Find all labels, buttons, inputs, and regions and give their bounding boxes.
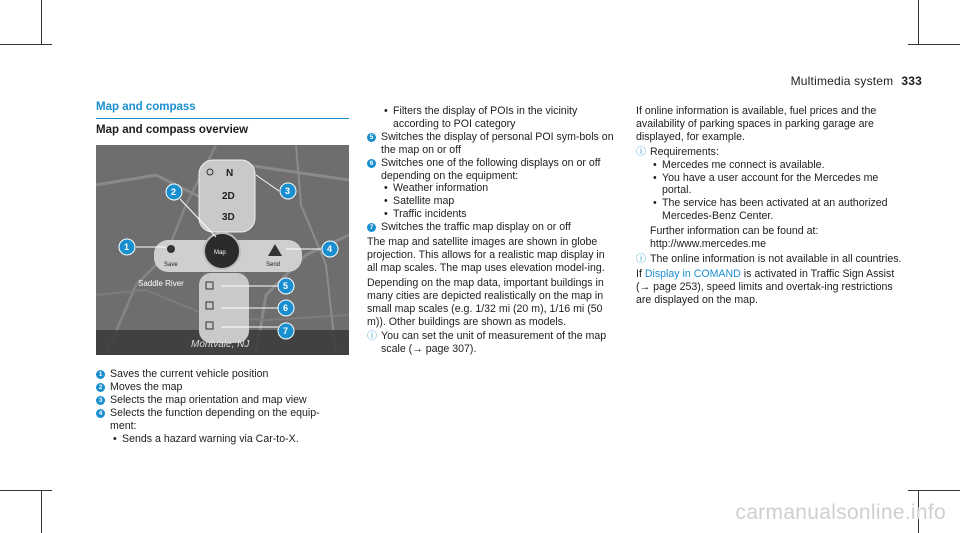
crop-mark [918, 0, 919, 44]
callout-badge: 2 [96, 383, 105, 392]
header-section: Multimedia system [790, 74, 894, 88]
display-in-comand-link[interactable]: Display in COMAND [644, 267, 741, 280]
callout-badge: 7 [367, 223, 376, 232]
callout-5: 5 [283, 281, 289, 291]
callout-7: 7 [283, 326, 289, 336]
2d-label: 2D [222, 191, 235, 202]
callout-2: 2 [171, 187, 177, 197]
section-rule [96, 118, 349, 119]
place-label: Saddle River [138, 279, 184, 288]
north-label: N [226, 168, 234, 179]
list-item: 2 Moves the map [96, 381, 352, 394]
paragraph: If online information is available, fuel prices and the availability of parking spaces in parking garage are displayed, for example. [636, 105, 877, 143]
callout-badge: 6 [367, 159, 376, 168]
bullet-item: • Sends a hazard warning via Car-to-X. [110, 433, 352, 446]
info-icon: ⓘ [367, 331, 377, 343]
note: ⓘ You can set the unit of measurement of the map scale (→ page 307). [367, 330, 607, 356]
map-illustration [96, 145, 349, 355]
list-item: 6 Switches one of the following displays on or off depending on the equipment: [367, 157, 617, 183]
crop-mark [41, 490, 42, 533]
bullet-item: • The service has been activated at an authorized Mercedes-Benz Center. [650, 197, 906, 223]
callout-badge: 5 [367, 133, 376, 142]
callout-1: 1 [124, 242, 130, 252]
list-item: 7 Switches the traffic map display on or off [367, 221, 617, 234]
info-icon: ⓘ [636, 146, 646, 158]
note: ⓘ Requirements: [636, 145, 719, 158]
crop-mark [0, 490, 52, 491]
column-2 [367, 105, 617, 356]
callout-4: 4 [327, 244, 333, 254]
callout-6: 6 [283, 303, 289, 313]
paragraph: Depending on the map data, important buildings in many cities are depicted realistically on the map in small map scales (e.g. 1/32 mi (20 m), 1/16 mi (50 m)). Other buildings are shown as models. [367, 276, 604, 328]
crop-mark [41, 0, 42, 44]
3d-label: 3D [222, 212, 235, 223]
send-label: Send [266, 262, 281, 268]
section-title: Map and compass [96, 101, 196, 113]
save-label: Save [164, 262, 178, 268]
subsection-title: Map and compass overview [96, 124, 249, 136]
crop-mark [908, 490, 960, 491]
map-button-label: Map [214, 250, 226, 256]
crop-mark [0, 44, 52, 45]
bullet-item: • Weather information [381, 182, 617, 195]
bullet-item: • Mercedes me connect is available. [650, 159, 906, 172]
callout-badge: 4 [96, 409, 105, 418]
bullet-item: • Traffic incidents [381, 208, 617, 221]
page-header [791, 74, 922, 88]
watermark: carmanualsonline.info [735, 501, 946, 524]
column-3 [636, 105, 906, 307]
page-number: 333 [901, 74, 922, 88]
list-item: 5 Switches the display of personal POI sym-bols on the map on or off [367, 131, 617, 157]
bullet-item: • You have a user account for the Mercedes me portal. [650, 172, 906, 198]
paragraph: Further information can be found at: http://www.mercedes.me [650, 225, 819, 251]
bullet-item: • Satellite map [381, 195, 617, 208]
note: ⓘ The online information is not available in all countries. [636, 252, 902, 265]
bullet-item: • Filters the display of POIs in the vicinity according to POI category [381, 105, 617, 131]
paragraph: If Display in COMAND is activated in Traffic Sign Assist (→ page 253), speed limits and overtak-ing restrictions are displayed on the map. [636, 267, 895, 306]
paragraph: The map and satellite images are shown in globe projection. This allows for a realistic map display in all map scales. The map uses elevation model-ing. [367, 236, 605, 274]
callout-badge: 3 [96, 396, 105, 405]
list-item: 4 Selects the function depending on the equip- ment: [96, 407, 352, 433]
list-item: 1 Saves the current vehicle position [96, 368, 352, 381]
place-label: Montvale, NJ [191, 339, 250, 350]
callout-badge: 1 [96, 370, 105, 379]
map-figure [96, 145, 349, 355]
crop-mark [908, 44, 960, 45]
list-item: 3 Selects the map orientation and map view [96, 394, 352, 407]
column-1 [96, 368, 352, 445]
callout-3: 3 [285, 186, 291, 196]
info-icon: ⓘ [636, 253, 646, 265]
